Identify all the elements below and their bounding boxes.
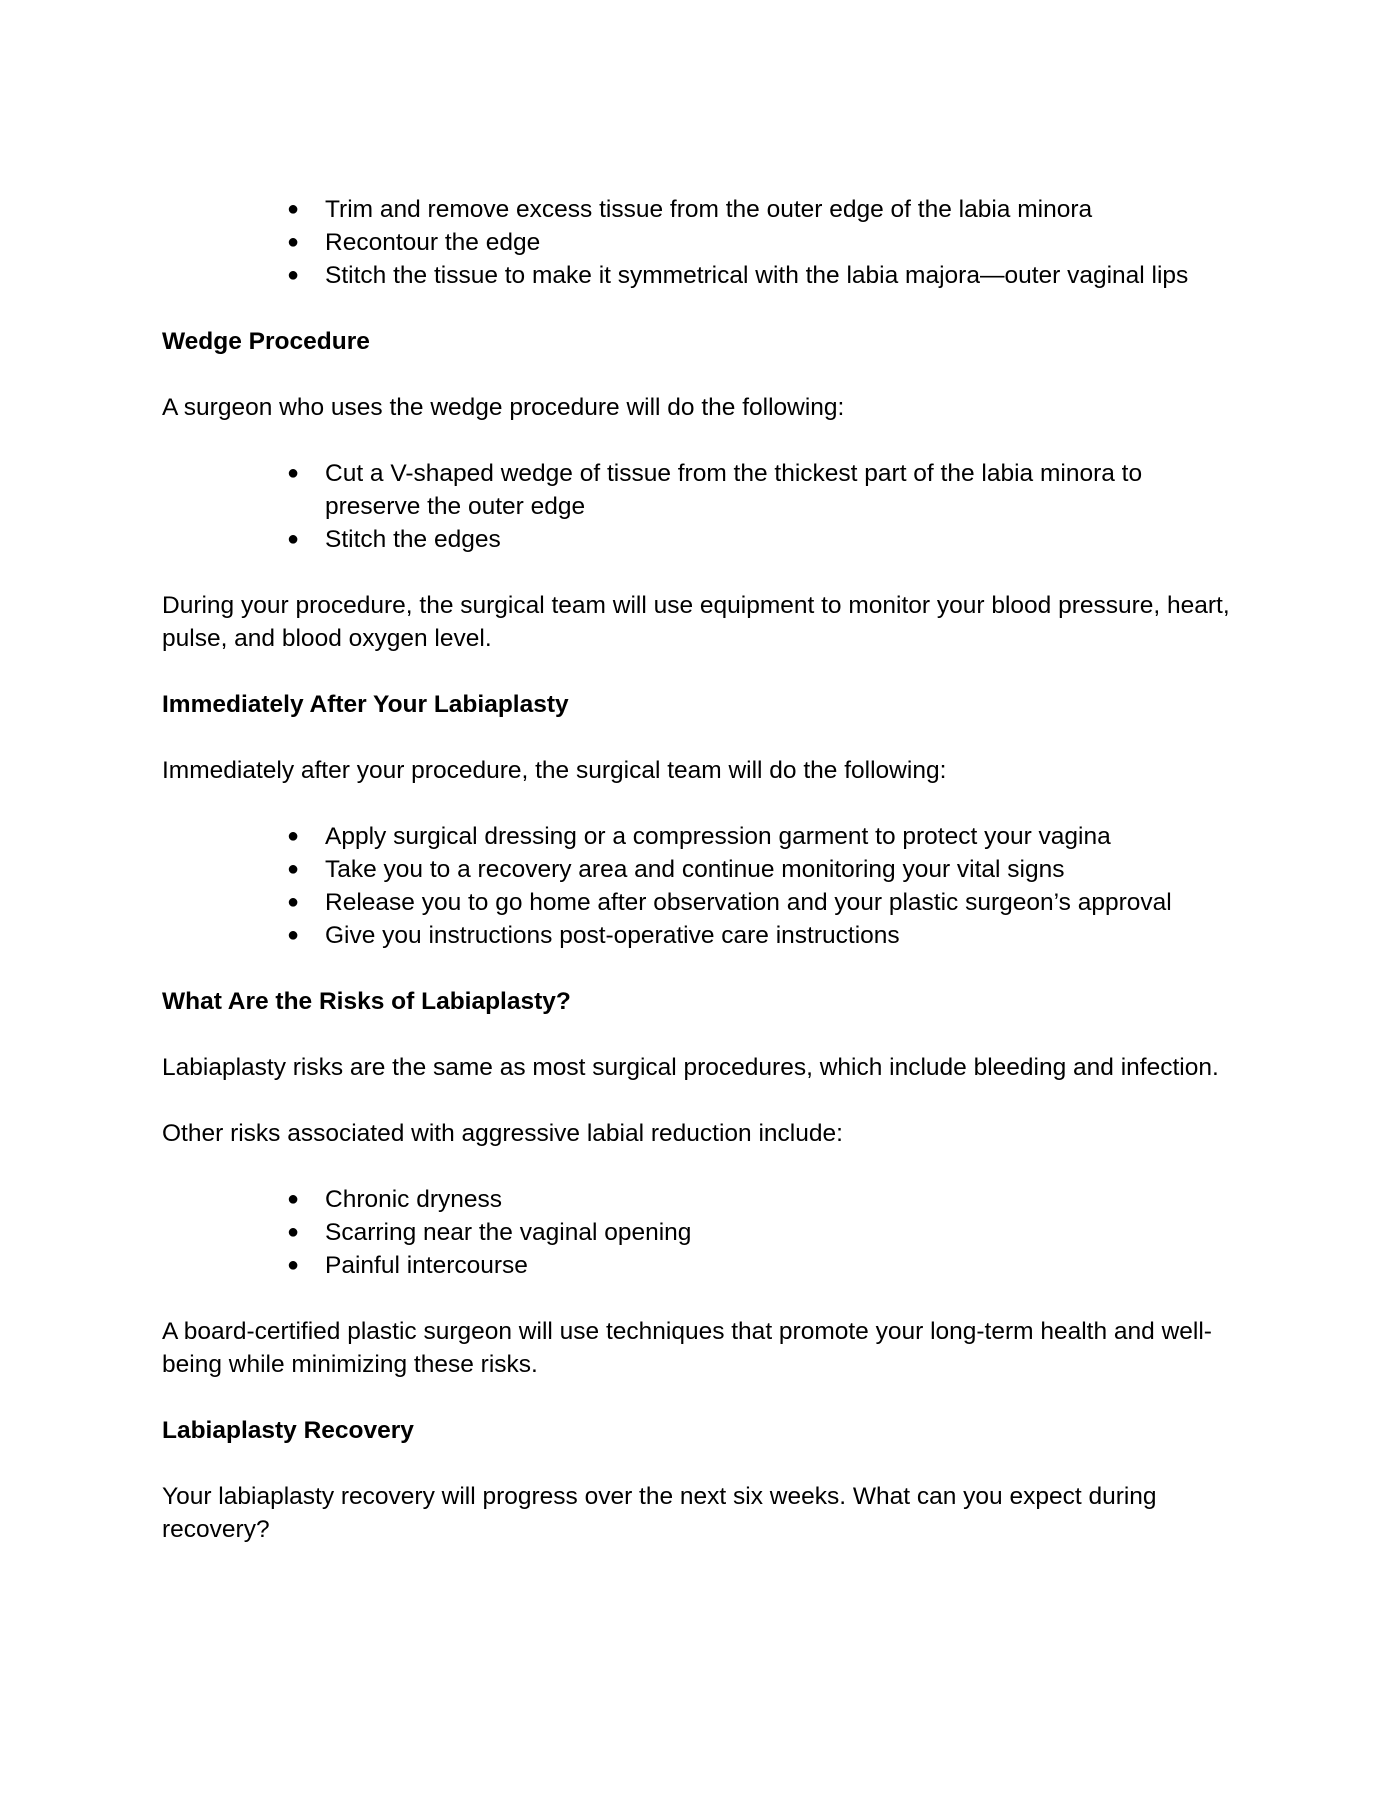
after-intro: Immediately after your procedure, the surgical team will do the following: <box>162 757 947 784</box>
risks-paragraph-2: Other risks associated with aggressive labial reduction include: <box>162 1120 843 1147</box>
risks-list <box>162 1183 1242 1282</box>
bullet-icon: ● <box>287 1188 300 1210</box>
list-item: ● Trim and remove excess tissue from the outer edge of the labia minora <box>325 193 1242 226</box>
list-item: ● Recontour the edge <box>325 226 1242 259</box>
bullet-icon: ● <box>287 825 300 847</box>
document-page <box>162 193 1242 1546</box>
bullet-icon: ● <box>287 1221 300 1243</box>
list-item: ● Cut a V-shaped wedge of tissue from the thickest part of the labia minora to preserve the outer edge <box>325 457 1242 523</box>
section-heading-wedge: Wedge Procedure <box>162 328 370 355</box>
after-steps-list <box>162 820 1242 952</box>
list-item: ● Stitch the edges <box>325 523 1242 556</box>
bullet-icon: ● <box>287 264 300 286</box>
list-item: ● Scarring near the vaginal opening <box>325 1216 1242 1249</box>
list-item: ● Release you to go home after observation and your plastic surgeon’s approval <box>325 886 1242 919</box>
bullet-icon: ● <box>287 891 300 913</box>
list-item: ● Chronic dryness <box>325 1183 1242 1216</box>
trim-steps-list <box>162 193 1242 292</box>
recovery-paragraph: Your labiaplasty recovery will progress over the next six weeks. What can you expect during recovery? <box>162 1483 1157 1543</box>
section-heading-recovery: Labiaplasty Recovery <box>162 1417 414 1444</box>
wedge-steps-list <box>162 457 1242 556</box>
section-heading-after: Immediately After Your Labiaplasty <box>162 691 569 718</box>
list-item: ● Take you to a recovery area and continue monitoring your vital signs <box>325 853 1242 886</box>
risks-paragraph-1: Labiaplasty risks are the same as most surgical procedures, which include bleeding and infection. <box>162 1054 1219 1081</box>
bullet-icon: ● <box>287 1254 300 1276</box>
bullet-icon: ● <box>287 231 300 253</box>
bullet-icon: ● <box>287 462 300 484</box>
section-heading-risks: What Are the Risks of Labiaplasty? <box>162 988 571 1015</box>
monitoring-paragraph: During your procedure, the surgical team will use equipment to monitor your blood pressure, heart, pulse, and blood oxygen level. <box>162 592 1230 652</box>
bullet-icon: ● <box>287 528 300 550</box>
list-item: ● Give you instructions post-operative care instructions <box>325 919 1242 952</box>
risks-paragraph-3: A board-certified plastic surgeon will use techniques that promote your long-term health and well-being while minimizing these risks. <box>162 1318 1212 1378</box>
list-item: ● Apply surgical dressing or a compression garment to protect your vagina <box>325 820 1242 853</box>
wedge-intro: A surgeon who uses the wedge procedure will do the following: <box>162 394 845 421</box>
list-item: ● Stitch the tissue to make it symmetrical with the labia majora—outer vaginal lips <box>325 259 1242 292</box>
bullet-icon: ● <box>287 198 300 220</box>
list-item: ● Painful intercourse <box>325 1249 1242 1282</box>
bullet-icon: ● <box>287 858 300 880</box>
bullet-icon: ● <box>287 924 300 946</box>
